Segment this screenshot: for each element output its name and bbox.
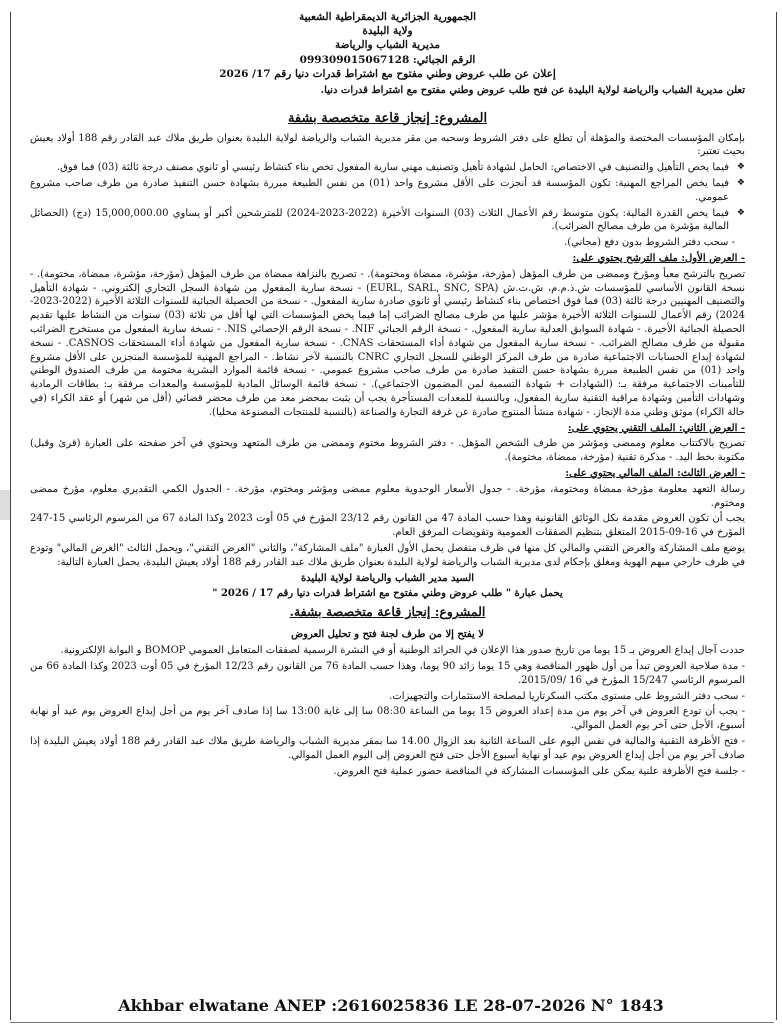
tender-notice [30, 10, 745, 780]
project-title: المشروع: إنجاز قاعة متخصصة بشفة [287, 110, 488, 126]
notice-header [30, 10, 745, 81]
project-title-repeat: المشروع: إنجاز قاعة متخصصة بشفة. [289, 604, 486, 620]
scan-mark [0, 490, 10, 520]
eligibility-text: بإمكان المؤسسات المختصة والمؤهلة أن تطلع على دفتر الشروط وسحبه من مقر مديرية الشباب والرياضة لولاية البليدة بعنوان طريق ملاك عبد القادر رقم 188 أولاد يعيش بحيث تعتبر: [30, 132, 745, 158]
envelope-address: السيد مدير الشباب والرياضة لولاية البليدة [300, 572, 475, 584]
bottom-divider [10, 1022, 774, 1023]
withdrawal-note: - سحب دفتر الشروط بدون دفع (مجاني). [564, 237, 735, 249]
intro-text: تعلن مديرية الشباب والرياضة لولاية البليدة عن فتح طلب عروض وطني مفتوح مع اشتراط قدرات دنيا. [320, 84, 745, 96]
opening-note: لا يفتح إلا من طرف لجنة فتح و تحليل العروض [291, 629, 484, 641]
announcement-title: إعلان عن طلب عروض وطني مفتوح مع اشتراط قدرات دنيا رقم 17/ 2026 [219, 67, 556, 80]
wilaya-name: ولاية البليدة [362, 25, 413, 38]
deadline-text: حددت آجال إيداع العروض بـ 15 يوما من تاريخ صدور هذا الإعلان في الجرائد الوطنية أو في النشرة الرسمية لصفقات المتعامل العمومي BOMOP و البوابة الإلكترونية. [60, 645, 745, 657]
tax-id: الرقم الجبائي: 099309015067128 [299, 53, 476, 66]
withdrawal-location: - سحب دفتر الشروط على مستوى مكتب السكرتاريا لمصلحة الاستثمارات والتجهيزات. [389, 690, 745, 702]
technical-file-body: تصريح بالاكتتاب معلوم وممضى ومؤشر من طرف الشخص المؤهل. - دفتر الشروط مختوم وممضى من طرف المتعهد ويحتوي في آخر صفحته على العبارة (قرئ وقبل) مكتوبة بخط اليد. - مذكرة تقنية (مؤرخة، ممضاة، مختومة). [30, 438, 745, 464]
criteria-qualification: ❖ فيما يخص التأهيل والتصنيف في الاختصاص: الحامل لشهادة تأهيل وتصنيف مهني سارية المفعول تخص بناء كنشاط رئيسي أو ثانوي مصنف درجة ثالثة (03) فما فوق. [30, 161, 745, 175]
public-session: - جلسة فتح الأظرفة علنية يمكن على المؤسسات المشاركة في المناقصة حضور عملية فتح العروض. [333, 765, 745, 777]
validity-text: - مدة صلاحية العروض تبدأ من أول ظهور المناقصة وهي 15 يوما زائد 90 يوما، وهذا حسب المادة 76 من القانون رقم 12/23 المؤرخ في 05 أوت 2023 وكذا المادة 66 من المرسوم الرئاسي 15/247 المؤرخ في 16 /2015/09. [30, 660, 745, 686]
financial-file-heading: - العرض الثالث: الملف المالي يحتوي على: [565, 467, 745, 479]
envelope-rules: يوضع ملف المشاركة والعرض التقني والمالي كل منها في ظرف منفصل يحمل الأول العبارة "ملف المشاركة"، والثاني "العرض التقني"، ويحمل الثالث "العرض المالي" وتودع في ظرف خارجي مبهم الهوية ومغلق بإحكام لدى مديرية الشباب والرياضة لولاية البليدة بعنوان طريق ملاك عبد القادر رقم 188 أولاد يعيش البليدة، يحمل العبارة التالية: [30, 542, 745, 568]
criteria-financial: ❖ فيما يخص القدرة المالية: يكون متوسط رقم الأعمال الثلاث (03) السنوات الأخيرة (2022-2023-2024) للمترشحين أكبر أو يساوي 15,000,000.00 (دج) (الحصائل المالية مؤشرة من طرف مصالح الضرائب). [30, 207, 745, 235]
technical-file-heading: - العرض الثاني: الملف التقني يحتوي على: [567, 422, 745, 434]
deposit-time: - يجب أن تودع العروض في آخر يوم من مدة إعداد العروض 15 يوما من الساعة 08:30 سا إلى غاية 13:00 سا إذا صادف آخر يوم من أجل إيداع العروض يوم عيد أو نهاية أسبوع، الأجل حتى آخر يوم العمل الموالي. [30, 706, 745, 732]
application-file-heading: - العرض الأول: ملف الترشح يحتوي على: [572, 252, 745, 264]
republic-name: الجمهورية الجزائرية الديمقراطية الشعبية [298, 11, 476, 23]
footer-reference: Akhbar elwatane ANEP :2616025836 LE 28-07-2026 N° 1843 [118, 996, 664, 1015]
legal-basis: يجب أن تكون العروض مقدمة بكل الوثائق القانونية وهذا حسب المادة 47 من القانون رقم 23/12 المؤرخ في 05 أوت 2023 وكذا المادة 67 من المرسوم الرئاسي 15-247 المؤرخ في 16-09-2015 المتعلق بتنظيم الصفقات العمومية وتفويضات المرفق العام. [30, 513, 745, 539]
envelope-label: يحمل عبارة " طلب عروض وطني مفتوح مع اشتراط قدرات دنيا رقم 17 / 2026 " [212, 588, 563, 600]
criteria-references: ❖ فيما يخص المراجع المهنية: تكون المؤسسة قد أنجزت على الأقل مشروع واحد (01) من نفس الطبيعة مبررة بشهادة حسن التنفيذ صادرة من طرف صاحب مشروع عمومي. [30, 177, 745, 205]
financial-file-body: رسالة التعهد معلومة مؤرخة ممضاة ومختومة، مؤرخة. - جدول الأسعار الوحدوية معلوم ممضى ومؤشر ومختوم، مؤرخة. - الجدول الكمي التقديري معلوم، مؤرخ ممضى ومختوم. [30, 483, 745, 509]
opening-time: - فتح الأظرفة التقنية والمالية في نفس اليوم على الساعة الثانية بعد الزوال 14.00 سا بمقر مديرية الشباب والرياضة طريق ملاك عبد القادر رقم 188 أولاد يعيش البليدة إذا صادف آخر يوم من أجل إيداع العروض يوم عيد أو نهاية أسبوع الأجل حتى فتح العروض إلى اليوم العمل الموالي. [30, 735, 745, 761]
application-file-body: تصريح بالترشح معبأ ومؤرخ وممضى من طرف المؤهل (مؤرخة، مؤشرة، ممضاة ومختومة). - تصريح بالنزاهة ممضاة من طرف المؤهل (مؤرخة، مؤشرة، ممضاة، مختومة). - نسخة القانون الأساسي للمؤسسات ش.ذ.م.م، ش.ت.ش (EURL, SARL, SNC, SPA) - نسخة سارية المفعول من شهادة السجل التجاري إلكتروني. - شهادة التأهيل والتصنيف المهنيين درجة ثالثة (03) فما فوق اختصاص بناء كنشاط رئيسي أو ثانوي صادرة سارية المفعول. - نسخة من الحصيلة الجبائية للسنوات الثلاثة الأخيرة (2022-2023-2024) رقم الأعمال للسنوات الثلاثة الأخيرة مؤشر عليها من طرف مصالح الضرائب إما فيما يخص المؤسسات التي لها أقل من ثلاثة (03) سنوات من النشاط عليها تقديم الحصيلة الجبائية الأخيرة. - شهادة السوابق العدلية سارية المفعول. - نسخة الرقم الجبائي NIF. - نسخة الرقم الإحصائي NIS. - نسخة سارية المفعول من مستخرج الضرائب مقبولة من طرف مصالح الضرائب. - نسخة سارية المفعول من شهادة أداء المستحقات CNAS. - نسخة سارية المفعول من شهادة أداء المستحقات CASNOS. - نسخة لشهادة إيداع الحسابات الاجتماعية صادرة من طرف المركز الوطني للسجل التجاري CNRC بالنسبة لآخر نشاط. - المراجع المهنية للمؤسسة المنجزين على الأقل مشروع واحد (01) من نفس الطبيعة مبررة بشهادة حسن التنفيذ صادرة من طرف صاحب مشروع عمومي. - نسخة قائمة الموارد البشرية مختومة من طرف الصندوق الوطني للتأمينات الاجتماعية مرفقة بـ: (الشهادات + شهادة التسمية لمن المضمون الاجتماعي). - نسخة قائمة الوسائل المادية للمؤسسة والمعدات مرفقة بـ: بطاقات الرمادية وشهادات التأمين وشهادة مراقبة التقنية سارية المفعول، وبالنسبة للمعدات المستأجرة يجب أن يثبت بمحضر معد من طرف محضر قضائي (أقل من شهر) أو عقد الكراء (في حالة الكراء) موثق وطني مدة الإنجاز. - شهادة منشأ المنتوج صادرة عن غرفة التجارة والصناعة (بالنسبة للمنتجات المصنوعة محليا). [30, 268, 746, 418]
directorate-name: مديرية الشباب والرياضة [334, 39, 441, 52]
